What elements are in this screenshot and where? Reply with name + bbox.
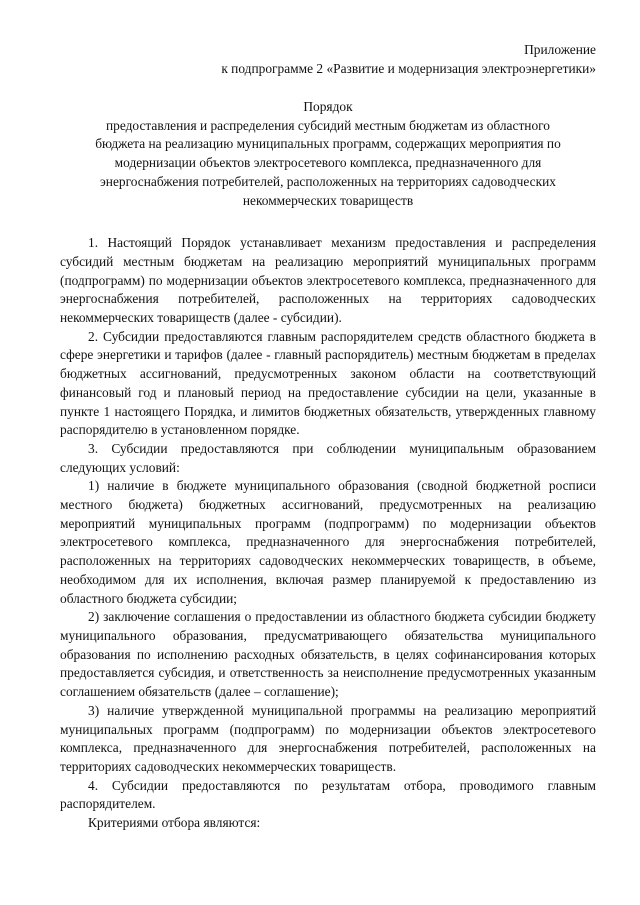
paragraph-1: 1. Настоящий Порядок устанавливает механизм предоставления и распределения субсидий местным бюджетам на реализацию мероприятий муниципальных программ (подпрограмм) по модернизации объектов электросетевого комплекса, предназначенного для энергоснабжения потребителей, расположенных на территориях садоводческих некоммерческих товариществ (далее - субсидии). — [60, 235, 596, 326]
heading-line: некоммерческих товариществ — [242, 192, 414, 208]
heading-line: предоставления и распределения субсидий местным бюджетам из областного — [105, 117, 551, 133]
heading-line: модернизации объектов электросетевого комплекса, предназначенного для — [114, 155, 542, 171]
appendix-subtitle: к подпрограмме 2 «Развитие и модернизация электроэнергетики» — [221, 61, 596, 76]
paragraph-4: 4. Субсидии предоставляются по результатам отбора, проводимого главным распорядителем. — [60, 777, 596, 812]
heading-line: энергоснабжения потребителей, расположенных на территориях садоводческих — [100, 173, 556, 189]
condition-2: 2) заключение соглашения о предоставлении из областного бюджета субсидии бюджету муниципального образования, предусматривающего обязательства муниципального образования по исполнению расходных обязательств, в целях софинансирования которых предоставляется субсидия, и ответственность за неисполнение предусмотренных указанным соглашением обязательств (далее – соглашение); — [60, 609, 596, 700]
appendix-header — [60, 40, 596, 78]
document-title: Порядок — [303, 99, 353, 114]
condition-3: 3) наличие утвержденной муниципальной программы на реализацию мероприятий муниципальных программ (подпрограмм) по модернизации объектов электросетевого комплекса, предназначенного для энергоснабжения потребителей, расположенных на территориях садоводческих некоммерческих товариществ. — [60, 702, 596, 774]
heading-line: бюджета на реализацию муниципальных программ, содержащих мероприятия по — [95, 136, 561, 152]
appendix-title: Приложение — [524, 42, 596, 57]
document-body — [60, 234, 596, 833]
criteria-intro: Критериями отбора являются: — [88, 815, 261, 831]
document-heading — [60, 98, 596, 210]
paragraph-3: 3. Субсидии предоставляются при соблюдении муниципальным образованием следующих условий: — [60, 440, 596, 475]
paragraph-2: 2. Субсидии предоставляются главным распорядителем средств областного бюджета в сфере энергетики и тарифов (далее - главный распорядитель) местным бюджетам в пределах бюджетных ассигнований, предусмотренных законом области на соответствующий финансовый год и плановый период на предоставление субсидии на цели, указанные в пункте 1 настоящего Порядка, и лимитов бюджетных обязательств, утвержденных главному распорядителю в установленном порядке. — [60, 328, 596, 438]
condition-1: 1) наличие в бюджете муниципального образования (сводной бюджетной росписи местного бюджета) бюджетных ассигнований, предусмотренных на реализацию мероприятий муниципальных программ (подпрограмм) по модернизации объектов электросетевого комплекса, предназначенного для энергоснабжения потребителей, расположенных на территориях садоводческих некоммерческих товариществ, в объеме, необходимом для их исполнения, включая размер планируемой к предоставлению из областного бюджета субсидии; — [60, 478, 596, 606]
